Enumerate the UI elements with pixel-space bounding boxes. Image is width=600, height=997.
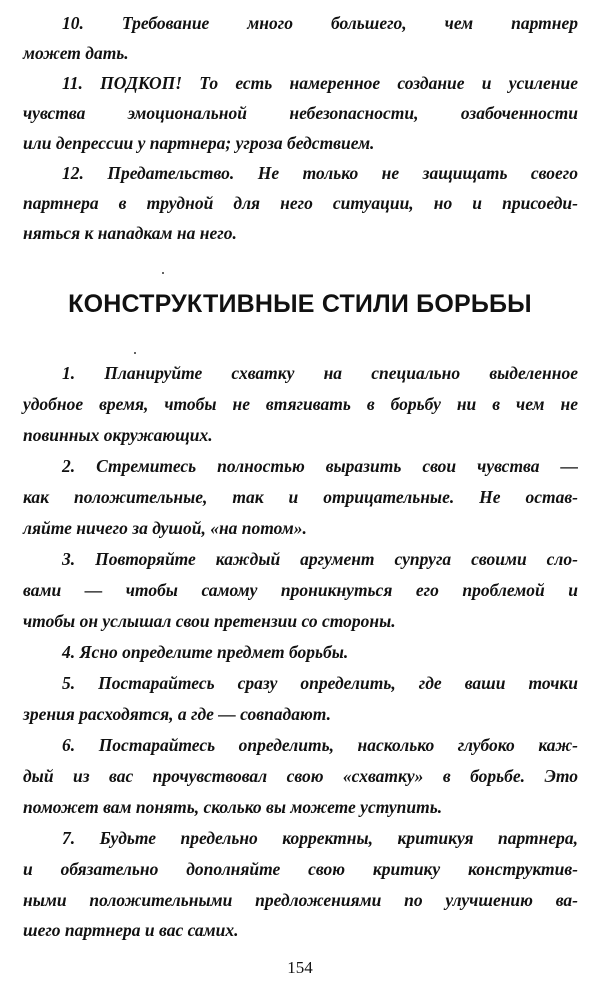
text-line: 4. Ясно определите предмет борьбы. — [62, 642, 349, 662]
text-line: дый из вас прочувствовал свою «схватку» в борьбе. Это — [23, 766, 578, 786]
text-line: няться к нападкам на него. — [23, 223, 237, 243]
text-line: 12. Предательство. Не только не защищать своего — [62, 163, 578, 183]
text-line: партнера в трудной для него ситуации, но и присоеди- — [23, 193, 578, 213]
text-line: 10. Требование много большего, чем партнер — [62, 13, 578, 33]
text-line: вами — чтобы самому проникнуться его проблемой и — [23, 580, 578, 600]
section-heading: КОНСТРУКТИВНЫЕ СТИЛИ БОРЬБЫ — [68, 290, 532, 318]
text-line: поможет вам понять, сколько вы можете уступить. — [23, 797, 443, 817]
text-line: чувства эмоциональной небезопасности, озабоченности — [23, 103, 578, 123]
text-line: 11. ПОДКОП! То есть намеренное создание и усиление — [62, 73, 578, 93]
text-line: может дать. — [23, 43, 129, 63]
text-line: повинных окружающих. — [23, 425, 213, 445]
text-line: 1. Планируйте схватку на специально выделенное — [62, 363, 578, 383]
text-line: 6. Постарайтесь определить, насколько глубоко каж- — [62, 735, 578, 755]
text-line: ными положительными предложениями по улучшению ва- — [23, 890, 578, 910]
text-line: ляйте ничего за душой, «на потом». — [23, 518, 307, 538]
text-line: 3. Повторяйте каждый аргумент супруга своими сло- — [62, 549, 578, 569]
text-line: или депрессии у партнера; угроза бедствием. — [23, 133, 375, 153]
text-line: удобное время, чтобы не втягивать в борьбу ни в чем не — [23, 394, 578, 414]
text-line: как положительные, так и отрицательные. Не остав- — [23, 487, 578, 507]
scan-speck — [162, 272, 164, 274]
text-line: и обязательно дополняйте свою критику конструктив- — [23, 859, 578, 879]
text-line: 7. Будьте предельно корректны, критикуя партнера, — [62, 828, 578, 848]
text-line: зрения расходятся, а где — совпадают. — [23, 704, 331, 724]
scan-speck — [134, 352, 136, 354]
page-number: 154 — [287, 958, 313, 977]
text-line: шего партнера и вас самих. — [23, 920, 239, 940]
text-line: чтобы он услышал свои претензии со стороны. — [23, 611, 396, 631]
text-line: 2. Стремитесь полностью выразить свои чувства — — [62, 456, 578, 476]
text-line: 5. Постарайтесь сразу определить, где ваши точки — [62, 673, 578, 693]
